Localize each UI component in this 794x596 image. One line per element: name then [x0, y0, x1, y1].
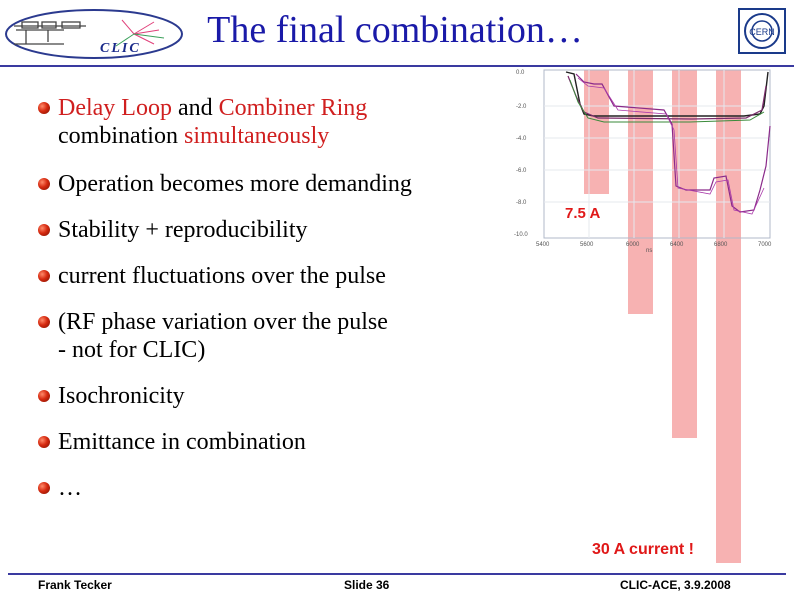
- bullet-segment: combination: [58, 123, 184, 149]
- cern-logo: [738, 8, 786, 54]
- x-tick-1: 5600: [580, 242, 594, 248]
- bullet-dot-icon: [38, 316, 50, 328]
- bullet-segment: Operation becomes more demanding: [58, 171, 412, 197]
- bullet-segment: …: [58, 475, 82, 501]
- bullet-line: [58, 474, 82, 502]
- y-tick-2: -4.0: [516, 136, 527, 142]
- x-tick-5: 7000: [758, 242, 772, 248]
- y-tick-1: -2.0: [516, 104, 527, 110]
- bullet-dot-icon: [38, 178, 50, 190]
- bullet-dot-icon: [38, 102, 50, 114]
- clic-logo: [4, 8, 184, 60]
- cern-logo-text: CERN: [749, 27, 775, 37]
- bullet-segment: - not for CLIC): [58, 337, 206, 363]
- bullet-line: [58, 382, 185, 410]
- bullet-dot-icon: [38, 270, 50, 282]
- bullet-text: [58, 262, 386, 290]
- bullet-text: [58, 428, 306, 456]
- bullet-line: [58, 262, 386, 290]
- bullet-segment: (RF phase variation over the pulse: [58, 309, 388, 335]
- bullet-dot-icon: [38, 436, 50, 448]
- y-tick-3: -6.0: [516, 168, 527, 174]
- bullet-text: [58, 216, 308, 244]
- bullet-line: [58, 336, 388, 364]
- annotation-30-amp: 30 A current !: [592, 541, 694, 558]
- bullet-segment: and: [171, 95, 219, 121]
- x-tick-3: 6400: [670, 242, 684, 248]
- bullet-segment: Delay Loop: [58, 95, 172, 121]
- bullet-line: [58, 170, 412, 198]
- bullet-text: [58, 94, 367, 150]
- bullet-segment: Emittance in combination: [58, 429, 306, 455]
- footer-author: Frank Tecker: [38, 578, 112, 592]
- x-tick-2: 6000: [626, 242, 640, 248]
- bullet-segment: current fluctuations over the pulse: [58, 263, 386, 289]
- y-tick-4: -8.0: [516, 200, 527, 206]
- bullet-line: [58, 94, 367, 122]
- bullet-text: [58, 308, 388, 364]
- x-axis-label: ns: [646, 248, 653, 252]
- footer-slide-number: Slide 36: [344, 578, 390, 592]
- y-tick-5: -10.0: [514, 232, 528, 238]
- bullet-text: [58, 474, 82, 502]
- bullet-line: [58, 216, 308, 244]
- clic-logo-text: CLIC: [100, 41, 141, 56]
- beam-current-plot: [514, 66, 780, 252]
- bullet-dot-icon: [38, 482, 50, 494]
- bullet-dot-icon: [38, 390, 50, 402]
- bullet-dot-icon: [38, 224, 50, 236]
- bullet-segment: Combiner Ring: [218, 95, 368, 121]
- footer-event: CLIC-ACE, 3.9.2008: [620, 578, 731, 592]
- y-tick-0: 0.0: [516, 70, 525, 76]
- x-tick-0: 5400: [536, 242, 550, 248]
- annotation-7-5-amp: 7.5 A: [565, 205, 601, 222]
- bullet-text: [58, 170, 412, 198]
- x-tick-4: 6800: [714, 242, 728, 248]
- footer-divider: [8, 573, 786, 575]
- bullet-text: [58, 382, 185, 410]
- bullet-line: [58, 308, 388, 336]
- bullet-segment: Isochronicity: [58, 383, 185, 409]
- slide-title: The final combination…: [207, 9, 583, 51]
- bullet-segment: Stability + reproducibility: [58, 217, 308, 243]
- bullet-line: [58, 122, 367, 150]
- bullet-segment: simultaneously: [183, 123, 330, 149]
- bullet-line: [58, 428, 306, 456]
